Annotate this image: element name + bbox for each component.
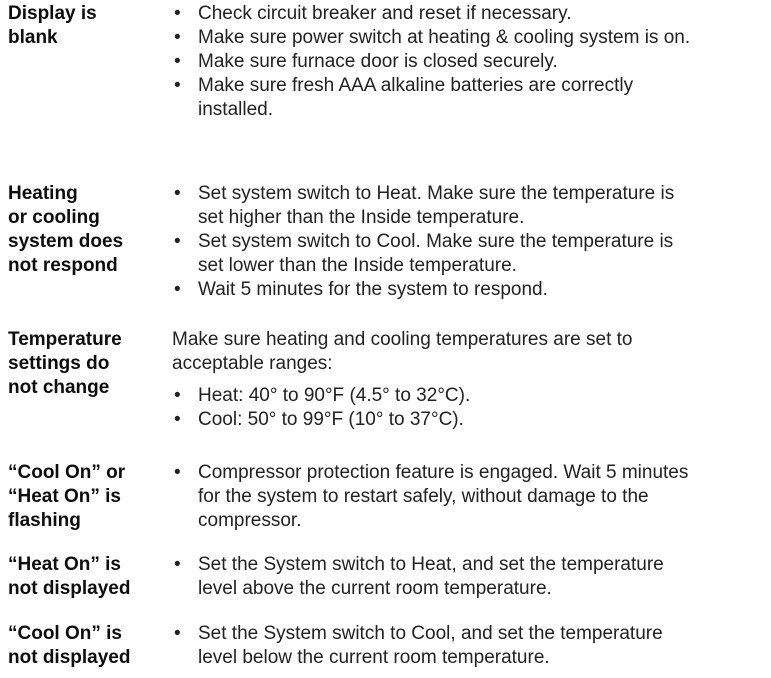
problem-line: flashing [8, 510, 81, 531]
remedy-bullet: • Cool: 50° to 99°F (10° to 37°C). [174, 409, 464, 430]
remedy-bullet: • Wait 5 minutes for the system to respond. [174, 279, 548, 300]
bullet-icon: • [174, 623, 181, 644]
problem-line: “Cool On” is [8, 623, 122, 644]
problem-line: Display is [8, 3, 97, 24]
problem-label [8, 622, 168, 670]
bullet-icon: • [174, 183, 181, 204]
problem-line: blank [8, 27, 58, 48]
problem-line: “Heat On” is [8, 554, 121, 575]
remedy-text [172, 622, 767, 670]
remedy-bullet: • Make sure power switch at heating & cooling system is on. [174, 27, 691, 48]
problem-line: “Heat On” is [8, 486, 121, 507]
problem-line: Temperature [8, 329, 122, 350]
remedy-bullet: • Set the System switch to Heat, and set the temperature level above the current room temperature. [174, 554, 664, 599]
remedy-text [172, 328, 767, 432]
remedy-bullet-list [172, 384, 767, 432]
remedy-bullet: • Set the System switch to Cool, and set the temperature level below the current room temperature. [174, 623, 663, 668]
bullet-icon: • [174, 409, 181, 430]
remedy-bullet-list [172, 461, 767, 533]
remedy-bullet: • Make sure fresh AAA alkaline batteries are correctly installed. [174, 75, 634, 120]
remedy-text [172, 461, 767, 533]
bullet-icon: • [174, 462, 181, 483]
remedy-bullet-list [172, 622, 767, 670]
problem-line: not respond [8, 255, 118, 276]
problem-line: Heating [8, 183, 78, 204]
problem-line: not displayed [8, 647, 131, 668]
remedy-bullet: • Set system switch to Cool. Make sure the temperature is set lower than the Inside temperature. [174, 231, 674, 276]
bullet-icon: • [174, 554, 181, 575]
remedy-bullet: • Compressor protection feature is engaged. Wait 5 minutes for the system to restart safely, without damage to the compressor. [174, 462, 689, 531]
remedy-text [172, 182, 767, 302]
problem-line: “Cool On” or [8, 462, 126, 483]
problem-line: not change [8, 377, 110, 398]
remedy-bullet-list [172, 182, 767, 302]
bullet-icon: • [174, 51, 181, 72]
bullet-icon: • [174, 279, 181, 300]
bullet-icon: • [174, 385, 181, 406]
problem-label [8, 2, 168, 50]
remedy-bullet: • Heat: 40° to 90°F (4.5° to 32°C). [174, 385, 471, 406]
remedy-bullet-list [172, 553, 767, 601]
problem-line: or cooling [8, 207, 100, 228]
problem-label [8, 182, 168, 278]
problem-line: settings do [8, 353, 110, 374]
problem-label [8, 328, 168, 400]
remedy-bullet: • Make sure furnace door is closed securely. [174, 51, 558, 72]
bullet-icon: • [174, 231, 181, 252]
problem-line: not displayed [8, 578, 131, 599]
bullet-icon: • [174, 3, 181, 24]
remedy-bullet: • Check circuit breaker and reset if necessary. [174, 3, 572, 24]
problem-line: system does [8, 231, 124, 252]
bullet-icon: • [174, 75, 181, 96]
remedy-intro: Make sure heating and cooling temperatures are set to acceptable ranges: [172, 329, 633, 374]
remedy-bullet-list [172, 2, 767, 122]
remedy-text [172, 553, 767, 601]
remedy-bullet: • Set system switch to Heat. Make sure the temperature is set higher than the Inside temperature. [174, 183, 675, 228]
bullet-icon: • [174, 27, 181, 48]
problem-label [8, 461, 168, 533]
remedy-text [172, 2, 767, 122]
problem-label [8, 553, 168, 601]
